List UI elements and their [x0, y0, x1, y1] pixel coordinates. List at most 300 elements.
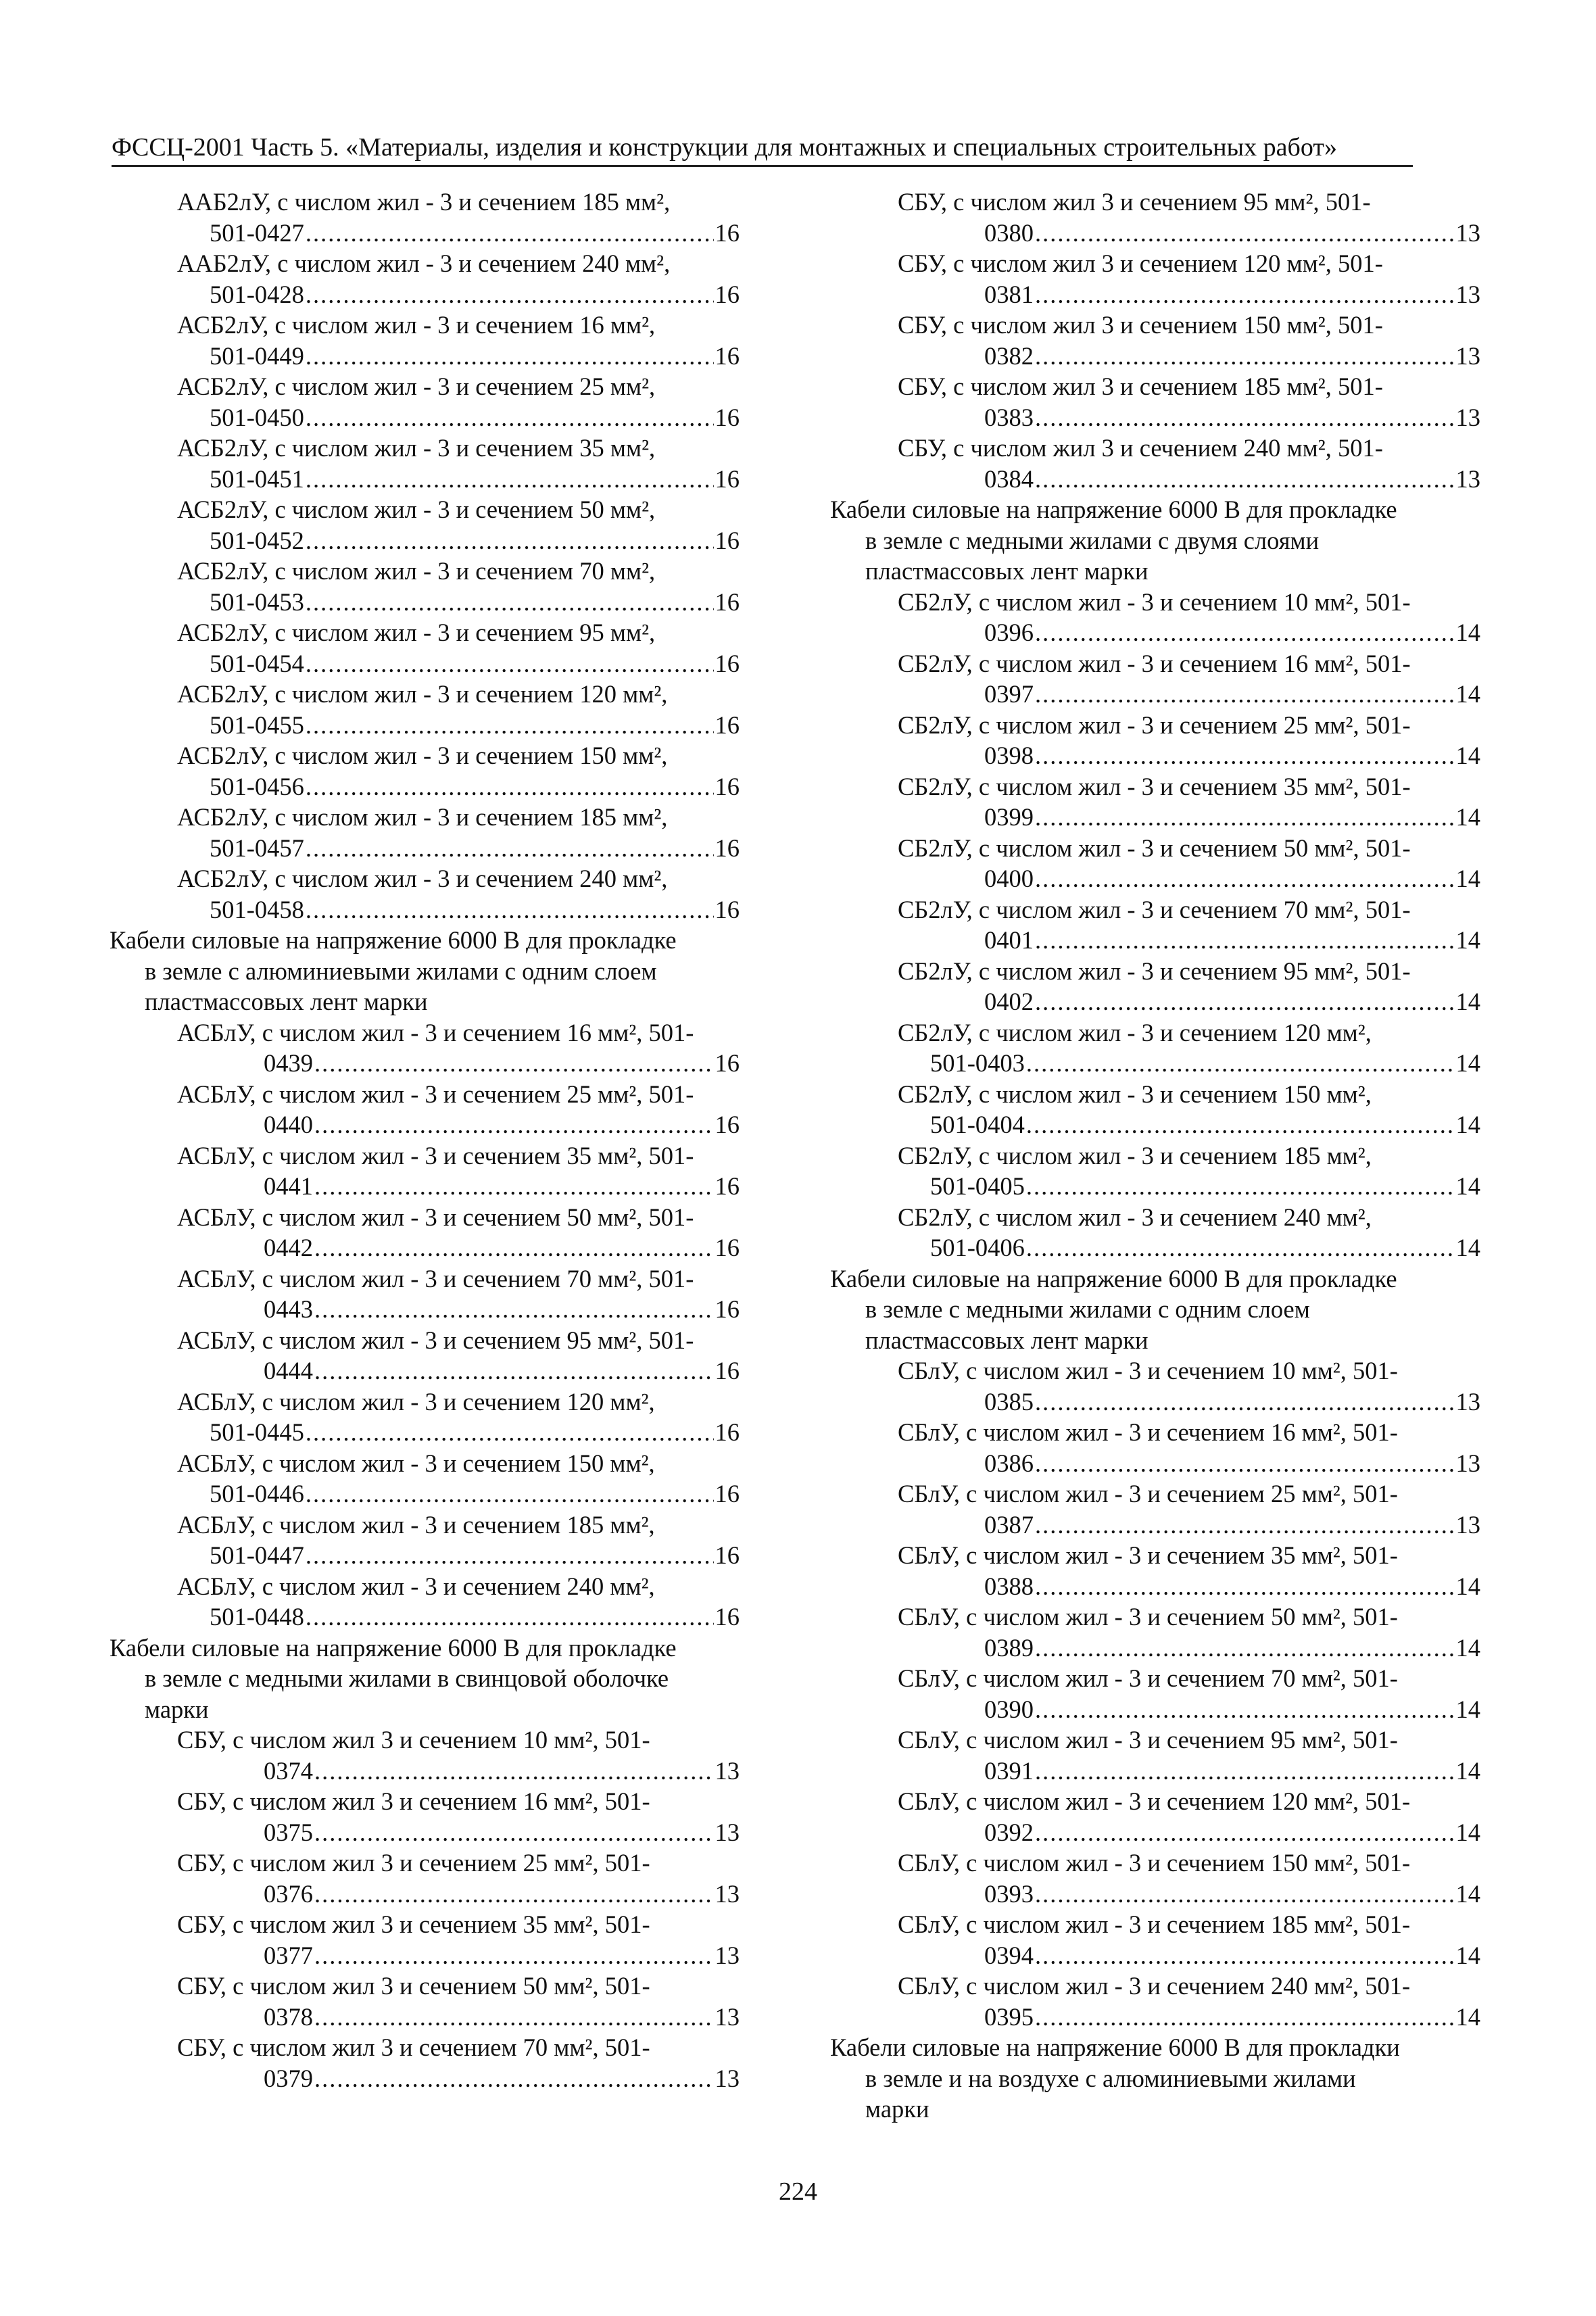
dot-leader	[306, 1478, 714, 1510]
line-text: АСБлУ, с числом жил - 3 и сечением 16 мм², 501-	[177, 1018, 694, 1046]
index-entry-code-line	[830, 1940, 1480, 1971]
entry-code: 0389	[984, 1633, 1034, 1662]
index-entry-title	[110, 371, 740, 402]
index-entry-title	[110, 1140, 740, 1172]
section-heading-line	[110, 986, 740, 1017]
entry-page-ref: 16	[715, 218, 740, 247]
line-text: СБУ, с числом жил 3 и сечением 50 мм², 501-	[177, 1972, 650, 2000]
index-entry-title	[830, 587, 1480, 618]
entry-page-ref: 16	[715, 1295, 740, 1323]
index-entry-code-line	[110, 1879, 740, 1910]
index-entry-code-line	[830, 986, 1480, 1017]
index-entry-title	[110, 1848, 740, 1879]
index-entry-code-line	[830, 1171, 1480, 1202]
index-entry-code-line	[830, 1109, 1480, 1140]
section-heading-line	[830, 2094, 1480, 2125]
entry-page-ref: 14	[1455, 1172, 1480, 1200]
index-entry-code-line	[110, 648, 740, 679]
entry-page-ref: 14	[1455, 1234, 1480, 1261]
line-text: в земле с медными жилами в свинцовой оболочке	[145, 1664, 669, 1692]
entry-page-ref: 16	[715, 587, 740, 616]
dot-leader	[306, 464, 714, 495]
line-text: АСБ2лУ, с числом жил - 3 и сечением 240 мм²,	[177, 865, 668, 892]
line-text: СБ2лУ, с числом жил - 3 и сечением 95 мм², 501-	[898, 957, 1411, 985]
dot-leader	[314, 1756, 714, 1787]
dot-leader	[1035, 1879, 1455, 1910]
dot-leader	[306, 710, 714, 741]
line-text: СБУ, с числом жил 3 и сечением 150 мм², 501-	[898, 311, 1383, 339]
line-text: СБлУ, с числом жил - 3 и сечением 16 мм², 501-	[898, 1418, 1398, 1446]
line-text: АСБ2лУ, с числом жил - 3 и сечением 150 мм²,	[177, 742, 668, 769]
index-entry-title	[830, 648, 1480, 679]
index-entry-title	[110, 1386, 740, 1418]
entry-page-ref: 16	[715, 1111, 740, 1138]
entry-code: 501-0446	[210, 1480, 304, 1507]
header-rule	[112, 165, 1413, 167]
index-entry-title	[830, 833, 1480, 864]
dot-leader	[306, 402, 714, 433]
line-text: в земле с медными жилами с одним слоем	[865, 1295, 1310, 1323]
index-entry-title	[110, 1263, 740, 1295]
entry-code: 0399	[984, 803, 1034, 831]
line-text: АСБлУ, с числом жил - 3 и сечением 25 мм², 501-	[177, 1080, 694, 1108]
dot-leader	[1035, 986, 1455, 1017]
entry-code: 0390	[984, 1695, 1034, 1723]
entry-page-ref: 13	[1455, 218, 1480, 247]
section-heading-line	[110, 956, 740, 987]
index-entry-title	[110, 1079, 740, 1110]
page-number: 224	[779, 2177, 817, 2206]
line-text: СБ2лУ, с числом жил - 3 и сечением 10 мм², 501-	[898, 587, 1411, 616]
index-entry-code-line	[110, 1817, 740, 1848]
entry-code: 0400	[984, 865, 1034, 892]
dot-leader	[314, 1048, 714, 1079]
index-entry-title	[110, 617, 740, 648]
entry-page-ref: 14	[1455, 865, 1480, 892]
index-entry-title	[830, 1601, 1480, 1633]
index-entry-title	[830, 310, 1480, 341]
line-text: СБУ, с числом жил 3 и сечением 16 мм², 501-	[177, 1787, 650, 1815]
entry-code: 0387	[984, 1510, 1034, 1539]
dot-leader	[1035, 1817, 1455, 1848]
entry-code: 501-0428	[210, 280, 304, 308]
index-entry-code-line	[830, 1571, 1480, 1602]
line-text: в земле с медными жилами с двумя слоями	[865, 526, 1320, 554]
entry-code: 0440	[264, 1111, 313, 1138]
line-text: марки	[865, 2095, 929, 2123]
index-entry-code-line	[830, 1756, 1480, 1787]
entry-code: 0401	[984, 926, 1034, 954]
entry-code: 0376	[264, 1879, 313, 1908]
dot-leader	[1035, 1510, 1455, 1541]
dot-leader	[306, 894, 714, 925]
index-entry-code-line	[830, 617, 1480, 648]
index-entry-title	[830, 1478, 1480, 1510]
dot-leader	[314, 1879, 714, 1910]
index-entry-title	[830, 1786, 1480, 1817]
section-heading-line	[110, 925, 740, 956]
line-text: АСБ2лУ, с числом жил - 3 и сечением 35 мм²,	[177, 434, 656, 462]
entry-page-ref: 14	[1455, 803, 1480, 831]
entry-code: 0375	[264, 1818, 313, 1846]
index-entry-title	[830, 771, 1480, 802]
index-entry-title	[830, 371, 1480, 402]
dot-leader	[1035, 863, 1455, 894]
index-entry-code-line	[110, 771, 740, 802]
index-entry-title	[830, 894, 1480, 925]
index-entry-code-line	[830, 679, 1480, 710]
entry-code: 0396	[984, 619, 1034, 646]
entry-code: 501-0453	[210, 587, 304, 616]
index-entry-title	[110, 310, 740, 341]
line-text: АСБлУ, с числом жил - 3 и сечением 95 мм², 501-	[177, 1326, 694, 1354]
index-entry-title	[830, 1202, 1480, 1233]
entry-page-ref: 14	[1455, 1049, 1480, 1077]
index-entry-code-line	[110, 1355, 740, 1386]
entry-page-ref: 13	[1455, 1449, 1480, 1477]
entry-page-ref: 16	[715, 649, 740, 677]
line-text: СБУ, с числом жил 3 и сечением 70 мм², 501-	[177, 2033, 650, 2061]
entry-page-ref: 14	[1455, 742, 1480, 769]
entry-page-ref: 14	[1455, 1818, 1480, 1846]
entry-page-ref: 13	[715, 2002, 740, 2031]
line-text: в земле и на воздухе с алюминиевыми жилами	[865, 2064, 1356, 2092]
line-text: СБлУ, с числом жил - 3 и сечением 70 мм², 501-	[898, 1664, 1398, 1692]
index-entry-code-line	[110, 1540, 740, 1571]
entry-page-ref: 13	[1455, 341, 1480, 370]
dot-leader	[306, 341, 714, 372]
index-entry-code-line	[110, 1232, 740, 1263]
index-entry-code-line	[110, 341, 740, 372]
line-text: СБУ, с числом жил 3 и сечением 120 мм², 501-	[898, 249, 1383, 277]
entry-code: 0392	[984, 1818, 1034, 1846]
line-text: АСБлУ, с числом жил - 3 и сечением 185 мм²,	[177, 1510, 655, 1539]
index-entry-title	[830, 1079, 1480, 1110]
entry-page-ref: 16	[715, 1603, 740, 1631]
entry-page-ref: 13	[715, 1818, 740, 1846]
dot-leader	[306, 1417, 714, 1448]
dot-leader	[1035, 1448, 1455, 1479]
entry-page-ref: 16	[715, 1480, 740, 1507]
entry-page-ref: 14	[1455, 926, 1480, 954]
index-entry-title	[830, 248, 1480, 279]
line-text: АСБлУ, с числом жил - 3 и сечением 240 мм²,	[177, 1572, 655, 1600]
index-entry-code-line	[830, 1817, 1480, 1848]
line-text: АСБ2лУ, с числом жил - 3 и сечением 25 мм²,	[177, 372, 656, 400]
entry-page-ref: 16	[715, 1418, 740, 1446]
index-entry-code-line	[110, 710, 740, 741]
section-heading-line	[110, 1663, 740, 1694]
dot-leader	[1035, 341, 1455, 372]
entry-code: 0378	[264, 2002, 313, 2031]
line-text: СБлУ, с числом жил - 3 и сечением 150 мм², 501-	[898, 1849, 1411, 1877]
line-text: Кабели силовые на напряжение 6000 В для прокладки	[830, 2033, 1400, 2061]
entry-page-ref: 13	[715, 1941, 740, 1969]
index-entry-code-line	[830, 1879, 1480, 1910]
entry-page-ref: 13	[715, 1756, 740, 1785]
dot-leader	[1035, 1694, 1455, 1725]
dot-leader	[1026, 1048, 1455, 1079]
dot-leader	[1026, 1109, 1455, 1140]
index-entry-title	[830, 1540, 1480, 1571]
index-entry-code-line	[830, 402, 1480, 433]
index-entry-code-line	[110, 402, 740, 433]
index-entry-code-line	[830, 740, 1480, 771]
dot-leader	[1035, 925, 1455, 956]
entry-code: 0388	[984, 1572, 1034, 1600]
entry-page-ref: 14	[1455, 1633, 1480, 1662]
dot-leader	[314, 1232, 714, 1263]
line-text: СБлУ, с числом жил - 3 и сечением 120 мм², 501-	[898, 1787, 1411, 1815]
entry-code: 0444	[264, 1357, 313, 1384]
index-entry-title	[830, 1017, 1480, 1048]
index-entry-code-line	[830, 925, 1480, 956]
entry-page-ref: 13	[1455, 1510, 1480, 1539]
index-entry-title	[110, 863, 740, 894]
dot-leader	[1035, 617, 1455, 648]
index-entry-title	[830, 1140, 1480, 1172]
entry-page-ref: 16	[715, 1234, 740, 1261]
entry-code: 501-0427	[210, 218, 304, 247]
line-text: пластмассовых лент марки	[145, 988, 428, 1015]
line-text: СБ2лУ, с числом жил - 3 и сечением 185 мм²,	[898, 1141, 1372, 1169]
entry-code: 0374	[264, 1756, 313, 1785]
entry-page-ref: 13	[1455, 403, 1480, 431]
index-entry-title	[830, 956, 1480, 987]
entry-code: 0443	[264, 1295, 313, 1323]
entry-page-ref: 13	[1455, 1387, 1480, 1416]
entry-page-ref: 16	[715, 1541, 740, 1569]
index-entry-code-line	[110, 1601, 740, 1633]
entry-page-ref: 16	[715, 526, 740, 554]
dot-leader	[306, 771, 714, 802]
index-entry-title	[110, 556, 740, 587]
dot-leader	[306, 1540, 714, 1571]
index-entry-code-line	[830, 464, 1480, 495]
index-entry-title	[110, 1202, 740, 1233]
dot-leader	[314, 2002, 714, 2033]
entry-page-ref: 16	[715, 1049, 740, 1077]
entry-code: 501-0404	[930, 1111, 1025, 1138]
dot-leader	[1035, 1756, 1455, 1787]
line-text: СБ2лУ, с числом жил - 3 и сечением 70 мм², 501-	[898, 895, 1411, 923]
dot-leader	[1026, 1232, 1455, 1263]
entry-code: 0384	[984, 464, 1034, 493]
index-entry-code-line	[110, 1171, 740, 1202]
line-text: СБлУ, с числом жил - 3 и сечением 95 мм², 501-	[898, 1726, 1398, 1754]
entry-code: 0442	[264, 1234, 313, 1261]
index-entry-code-line	[830, 1232, 1480, 1263]
entry-code: 501-0445	[210, 1418, 304, 1446]
index-entry-title	[110, 187, 740, 218]
entry-page-ref: 16	[715, 834, 740, 862]
index-entry-code-line	[110, 279, 740, 310]
index-column-right	[830, 187, 1480, 2125]
index-entry-title	[110, 679, 740, 710]
index-entry-title	[110, 433, 740, 464]
dot-leader	[1035, 1633, 1455, 1664]
index-entry-title	[110, 1971, 740, 2002]
index-entry-code-line	[110, 1109, 740, 1140]
entry-page-ref: 14	[1455, 1941, 1480, 1969]
entry-page-ref: 16	[715, 403, 740, 431]
entry-code: 0439	[264, 1049, 313, 1077]
entry-page-ref: 14	[1455, 619, 1480, 646]
dot-leader	[1035, 279, 1455, 310]
dot-leader	[314, 1817, 714, 1848]
entry-code: 0382	[984, 341, 1034, 370]
dot-leader	[1035, 464, 1455, 495]
dot-leader	[314, 1940, 714, 1971]
dot-leader	[306, 525, 714, 556]
line-text: АСБлУ, с числом жил - 3 и сечением 35 мм², 501-	[177, 1141, 694, 1169]
index-entry-code-line	[830, 1694, 1480, 1725]
entry-code: 0380	[984, 218, 1034, 247]
entry-code: 501-0451	[210, 464, 304, 493]
entry-page-ref: 16	[715, 464, 740, 493]
entry-page-ref: 14	[1455, 1572, 1480, 1600]
line-text: АСБлУ, с числом жил - 3 и сечением 120 мм²,	[177, 1387, 655, 1416]
index-entry-title	[830, 1355, 1480, 1386]
index-entry-title	[830, 1663, 1480, 1694]
entry-code: 501-0454	[210, 649, 304, 677]
line-text: АСБ2лУ, с числом жил - 3 и сечением 50 мм²,	[177, 496, 656, 523]
index-entry-code-line	[110, 2063, 740, 2094]
line-text: АСБ2лУ, с числом жил - 3 и сечением 95 мм²,	[177, 619, 656, 646]
line-text: СБлУ, с числом жил - 3 и сечением 185 мм², 501-	[898, 1910, 1411, 1938]
entry-page-ref: 14	[1455, 1695, 1480, 1723]
section-heading-line	[830, 494, 1480, 525]
line-text: СБУ, с числом жил 3 и сечением 95 мм², 501-	[898, 188, 1371, 216]
entry-code: 0397	[984, 680, 1034, 708]
line-text: СБУ, с числом жил 3 и сечением 25 мм², 501-	[177, 1849, 650, 1877]
entry-code: 0386	[984, 1449, 1034, 1477]
index-entry-code-line	[110, 833, 740, 864]
entry-code: 0398	[984, 742, 1034, 769]
entry-code: 0402	[984, 988, 1034, 1015]
index-entry-code-line	[830, 1448, 1480, 1479]
entry-page-ref: 16	[715, 895, 740, 923]
dot-leader	[1035, 802, 1455, 833]
index-entry-code-line	[830, 1386, 1480, 1418]
line-text: ААБ2лУ, с числом жил - 3 и сечением 240 мм²,	[177, 249, 671, 277]
section-heading-line	[830, 525, 1480, 556]
line-text: АСБ2лУ, с числом жил - 3 и сечением 185 мм²,	[177, 803, 668, 831]
index-entry-title	[110, 1909, 740, 1940]
line-text: СБлУ, с числом жил - 3 и сечением 10 мм², 501-	[898, 1357, 1398, 1384]
index-entry-title	[830, 1848, 1480, 1879]
index-entry-title	[830, 433, 1480, 464]
entry-code: 0381	[984, 280, 1034, 308]
entry-code: 501-0456	[210, 772, 304, 800]
dot-leader	[1035, 402, 1455, 433]
dot-leader	[314, 2063, 714, 2094]
dot-leader	[1035, 2002, 1455, 2033]
index-entry-title	[830, 1724, 1480, 1756]
line-text: СБ2лУ, с числом жил - 3 и сечением 25 мм², 501-	[898, 710, 1411, 739]
dot-leader	[1035, 1571, 1455, 1602]
entry-page-ref: 14	[1455, 680, 1480, 708]
dot-leader	[314, 1109, 714, 1140]
entry-page-ref: 14	[1455, 2002, 1480, 2031]
line-text: СБлУ, с числом жил - 3 и сечением 25 мм², 501-	[898, 1480, 1398, 1507]
entry-code: 501-0457	[210, 834, 304, 862]
index-entry-code-line	[110, 464, 740, 495]
index-entry-code-line	[110, 1294, 740, 1325]
entry-code: 501-0447	[210, 1541, 304, 1569]
line-text: марки	[145, 1695, 209, 1723]
line-text: пластмассовых лент марки	[865, 1326, 1148, 1354]
index-entry-code-line	[110, 894, 740, 925]
entry-code: 501-0452	[210, 526, 304, 554]
entry-code: 0385	[984, 1387, 1034, 1416]
index-entry-code-line	[830, 279, 1480, 310]
index-entry-title	[830, 1417, 1480, 1448]
index-entry-code-line	[110, 2002, 740, 2033]
line-text: СБУ, с числом жил 3 и сечением 10 мм², 501-	[177, 1726, 650, 1754]
index-entry-title	[110, 1510, 740, 1541]
index-entry-title	[110, 1017, 740, 1048]
line-text: АСБ2лУ, с числом жил - 3 и сечением 70 мм²,	[177, 557, 656, 585]
dot-leader	[314, 1355, 714, 1386]
line-text: СБлУ, с числом жил - 3 и сечением 50 мм², 501-	[898, 1603, 1398, 1631]
index-entry-title	[110, 802, 740, 833]
line-text: АСБлУ, с числом жил - 3 и сечением 70 мм², 501-	[177, 1264, 694, 1293]
line-text: Кабели силовые на напряжение 6000 В для прокладке	[110, 1633, 677, 1662]
section-heading-line	[830, 1325, 1480, 1356]
entry-code: 0383	[984, 403, 1034, 431]
index-entry-code-line	[830, 802, 1480, 833]
entry-code: 0391	[984, 1756, 1034, 1785]
section-heading-line	[830, 2032, 1480, 2063]
index-entry-title	[110, 2032, 740, 2063]
index-entry-code-line	[110, 587, 740, 618]
index-entry-title	[110, 1448, 740, 1479]
dot-leader	[306, 279, 714, 310]
entry-page-ref: 16	[715, 710, 740, 739]
index-entry-code-line	[110, 1417, 740, 1448]
entry-page-ref: 16	[715, 772, 740, 800]
dot-leader	[1026, 1171, 1455, 1202]
index-entry-title	[110, 494, 740, 525]
entry-code: 0379	[264, 2064, 313, 2092]
entry-page-ref: 14	[1455, 1879, 1480, 1908]
section-heading-line	[830, 556, 1480, 587]
dot-leader	[306, 1601, 714, 1633]
index-entry-code-line	[110, 218, 740, 249]
index-entry-title	[830, 187, 1480, 218]
entry-code: 501-0458	[210, 895, 304, 923]
line-text: СБ2лУ, с числом жил - 3 и сечением 240 мм²,	[898, 1203, 1372, 1231]
index-entry-title	[830, 1909, 1480, 1940]
index-column-left	[110, 187, 740, 2094]
line-text: СБлУ, с числом жил - 3 и сечением 35 мм², 501-	[898, 1541, 1398, 1569]
entry-page-ref: 16	[715, 1357, 740, 1384]
line-text: СБУ, с числом жил 3 и сечением 240 мм², 501-	[898, 434, 1383, 462]
index-entry-title	[110, 248, 740, 279]
entry-code: 501-0403	[930, 1049, 1025, 1077]
line-text: в земле с алюминиевыми жилами с одним слоем	[145, 957, 657, 985]
line-text: АСБ2лУ, с числом жил - 3 и сечением 120 мм²,	[177, 680, 668, 708]
line-text: АСБ2лУ, с числом жил - 3 и сечением 16 мм²,	[177, 311, 656, 339]
entry-code: 501-0450	[210, 403, 304, 431]
entry-code: 501-0406	[930, 1234, 1025, 1261]
index-entry-code-line	[830, 1510, 1480, 1541]
line-text: АСБлУ, с числом жил - 3 и сечением 50 мм², 501-	[177, 1203, 694, 1231]
entry-page-ref: 16	[715, 280, 740, 308]
entry-code: 0395	[984, 2002, 1034, 2031]
entry-page-ref: 13	[715, 1879, 740, 1908]
